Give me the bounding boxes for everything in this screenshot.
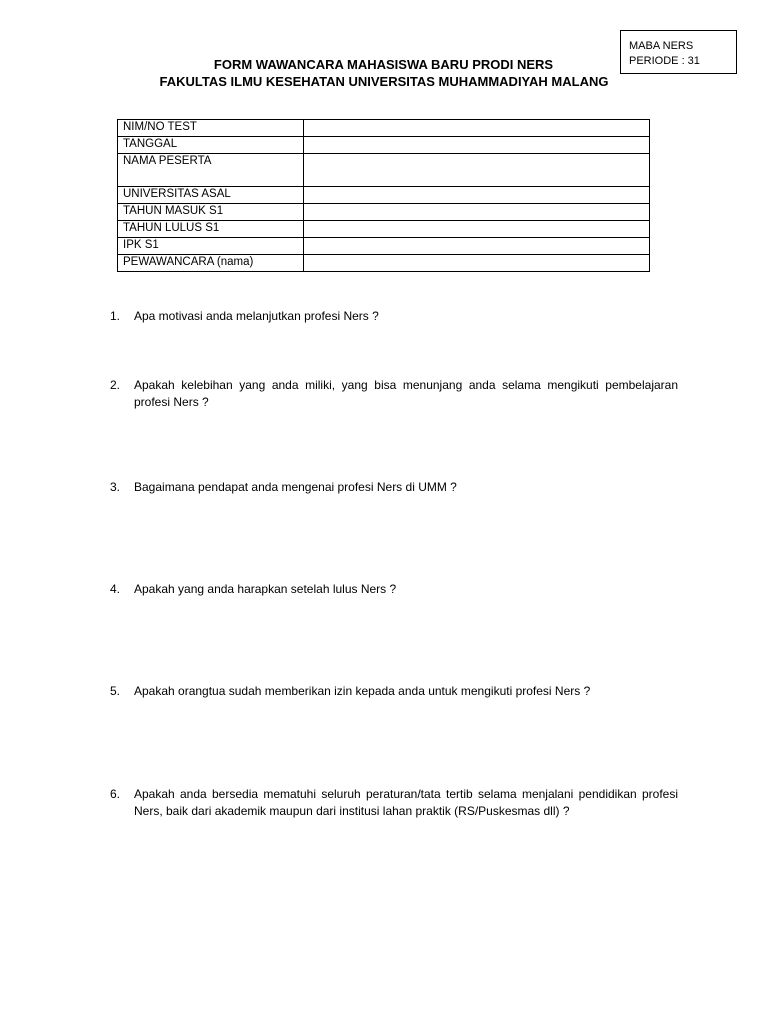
title-line-2: FAKULTAS ILMU KESEHATAN UNIVERSITAS MUHAMMADIYAH MALANG xyxy=(159,74,609,89)
row-value-field[interactable] xyxy=(304,221,650,238)
question-text: Bagaimana pendapat anda mengenai profesi Ners di UMM ? xyxy=(134,480,457,494)
participant-info-table xyxy=(117,119,650,272)
row-value-field[interactable] xyxy=(304,204,650,221)
row-label: IPK S1 xyxy=(118,238,304,255)
row-value-field[interactable] xyxy=(304,120,650,137)
question-number: 5. xyxy=(110,684,121,698)
question-item xyxy=(110,683,678,700)
row-label: NIM/NO TEST xyxy=(118,120,304,137)
table-row xyxy=(118,221,650,238)
question-item xyxy=(110,479,678,496)
row-value-field[interactable] xyxy=(304,154,650,187)
row-label: PEWAWANCARA (nama) xyxy=(118,255,304,272)
question-text: Apakah anda bersedia mematuhi seluruh peraturan/tata tertib selama menjalani pendidikan profesi Ners, baik dari akademik maupun dari institusi lahan praktik (RS/Puskesmas dll) ? xyxy=(134,787,678,818)
question-number: 6. xyxy=(110,787,121,801)
question-number: 2. xyxy=(110,378,121,392)
row-label: TANGGAL xyxy=(118,137,304,154)
row-value-field[interactable] xyxy=(304,238,650,255)
badge-line-2: PERIODE : 31 xyxy=(629,55,700,67)
row-value-field[interactable] xyxy=(304,137,650,154)
question-text: Apakah kelebihan yang anda miliki, yang bisa menunjang anda selama mengikuti pembelajaran profesi Ners ? xyxy=(134,378,678,409)
title-line-1: FORM WAWANCARA MAHASISWA BARU PRODI NERS xyxy=(213,57,554,72)
row-value-field[interactable] xyxy=(304,255,650,272)
table-row xyxy=(118,255,650,272)
table-row xyxy=(118,187,650,204)
question-text: Apakah orangtua sudah memberikan izin kepada anda untuk mengikuti profesi Ners ? xyxy=(134,684,591,698)
table-row xyxy=(118,154,650,187)
row-label: UNIVERSITAS ASAL xyxy=(118,187,304,204)
question-number: 4. xyxy=(110,582,121,596)
question-item xyxy=(110,786,678,820)
row-label: NAMA PESERTA xyxy=(118,154,304,187)
table-row xyxy=(118,238,650,255)
question-number: 1. xyxy=(110,309,121,323)
table-row xyxy=(118,137,650,154)
table-row xyxy=(118,204,650,221)
row-value-field[interactable] xyxy=(304,187,650,204)
row-label: TAHUN LULUS S1 xyxy=(118,221,304,238)
badge-line-1: MABA NERS xyxy=(629,40,694,52)
question-item xyxy=(110,581,678,598)
form-title xyxy=(0,56,768,90)
question-text: Apakah yang anda harapkan setelah lulus Ners ? xyxy=(134,582,397,596)
question-number: 3. xyxy=(110,480,121,494)
question-item xyxy=(110,377,678,411)
question-text: Apa motivasi anda melanjutkan profesi Ners ? xyxy=(134,309,379,323)
row-label: TAHUN MASUK S1 xyxy=(118,204,304,221)
table-row xyxy=(118,120,650,137)
question-item xyxy=(110,308,678,325)
